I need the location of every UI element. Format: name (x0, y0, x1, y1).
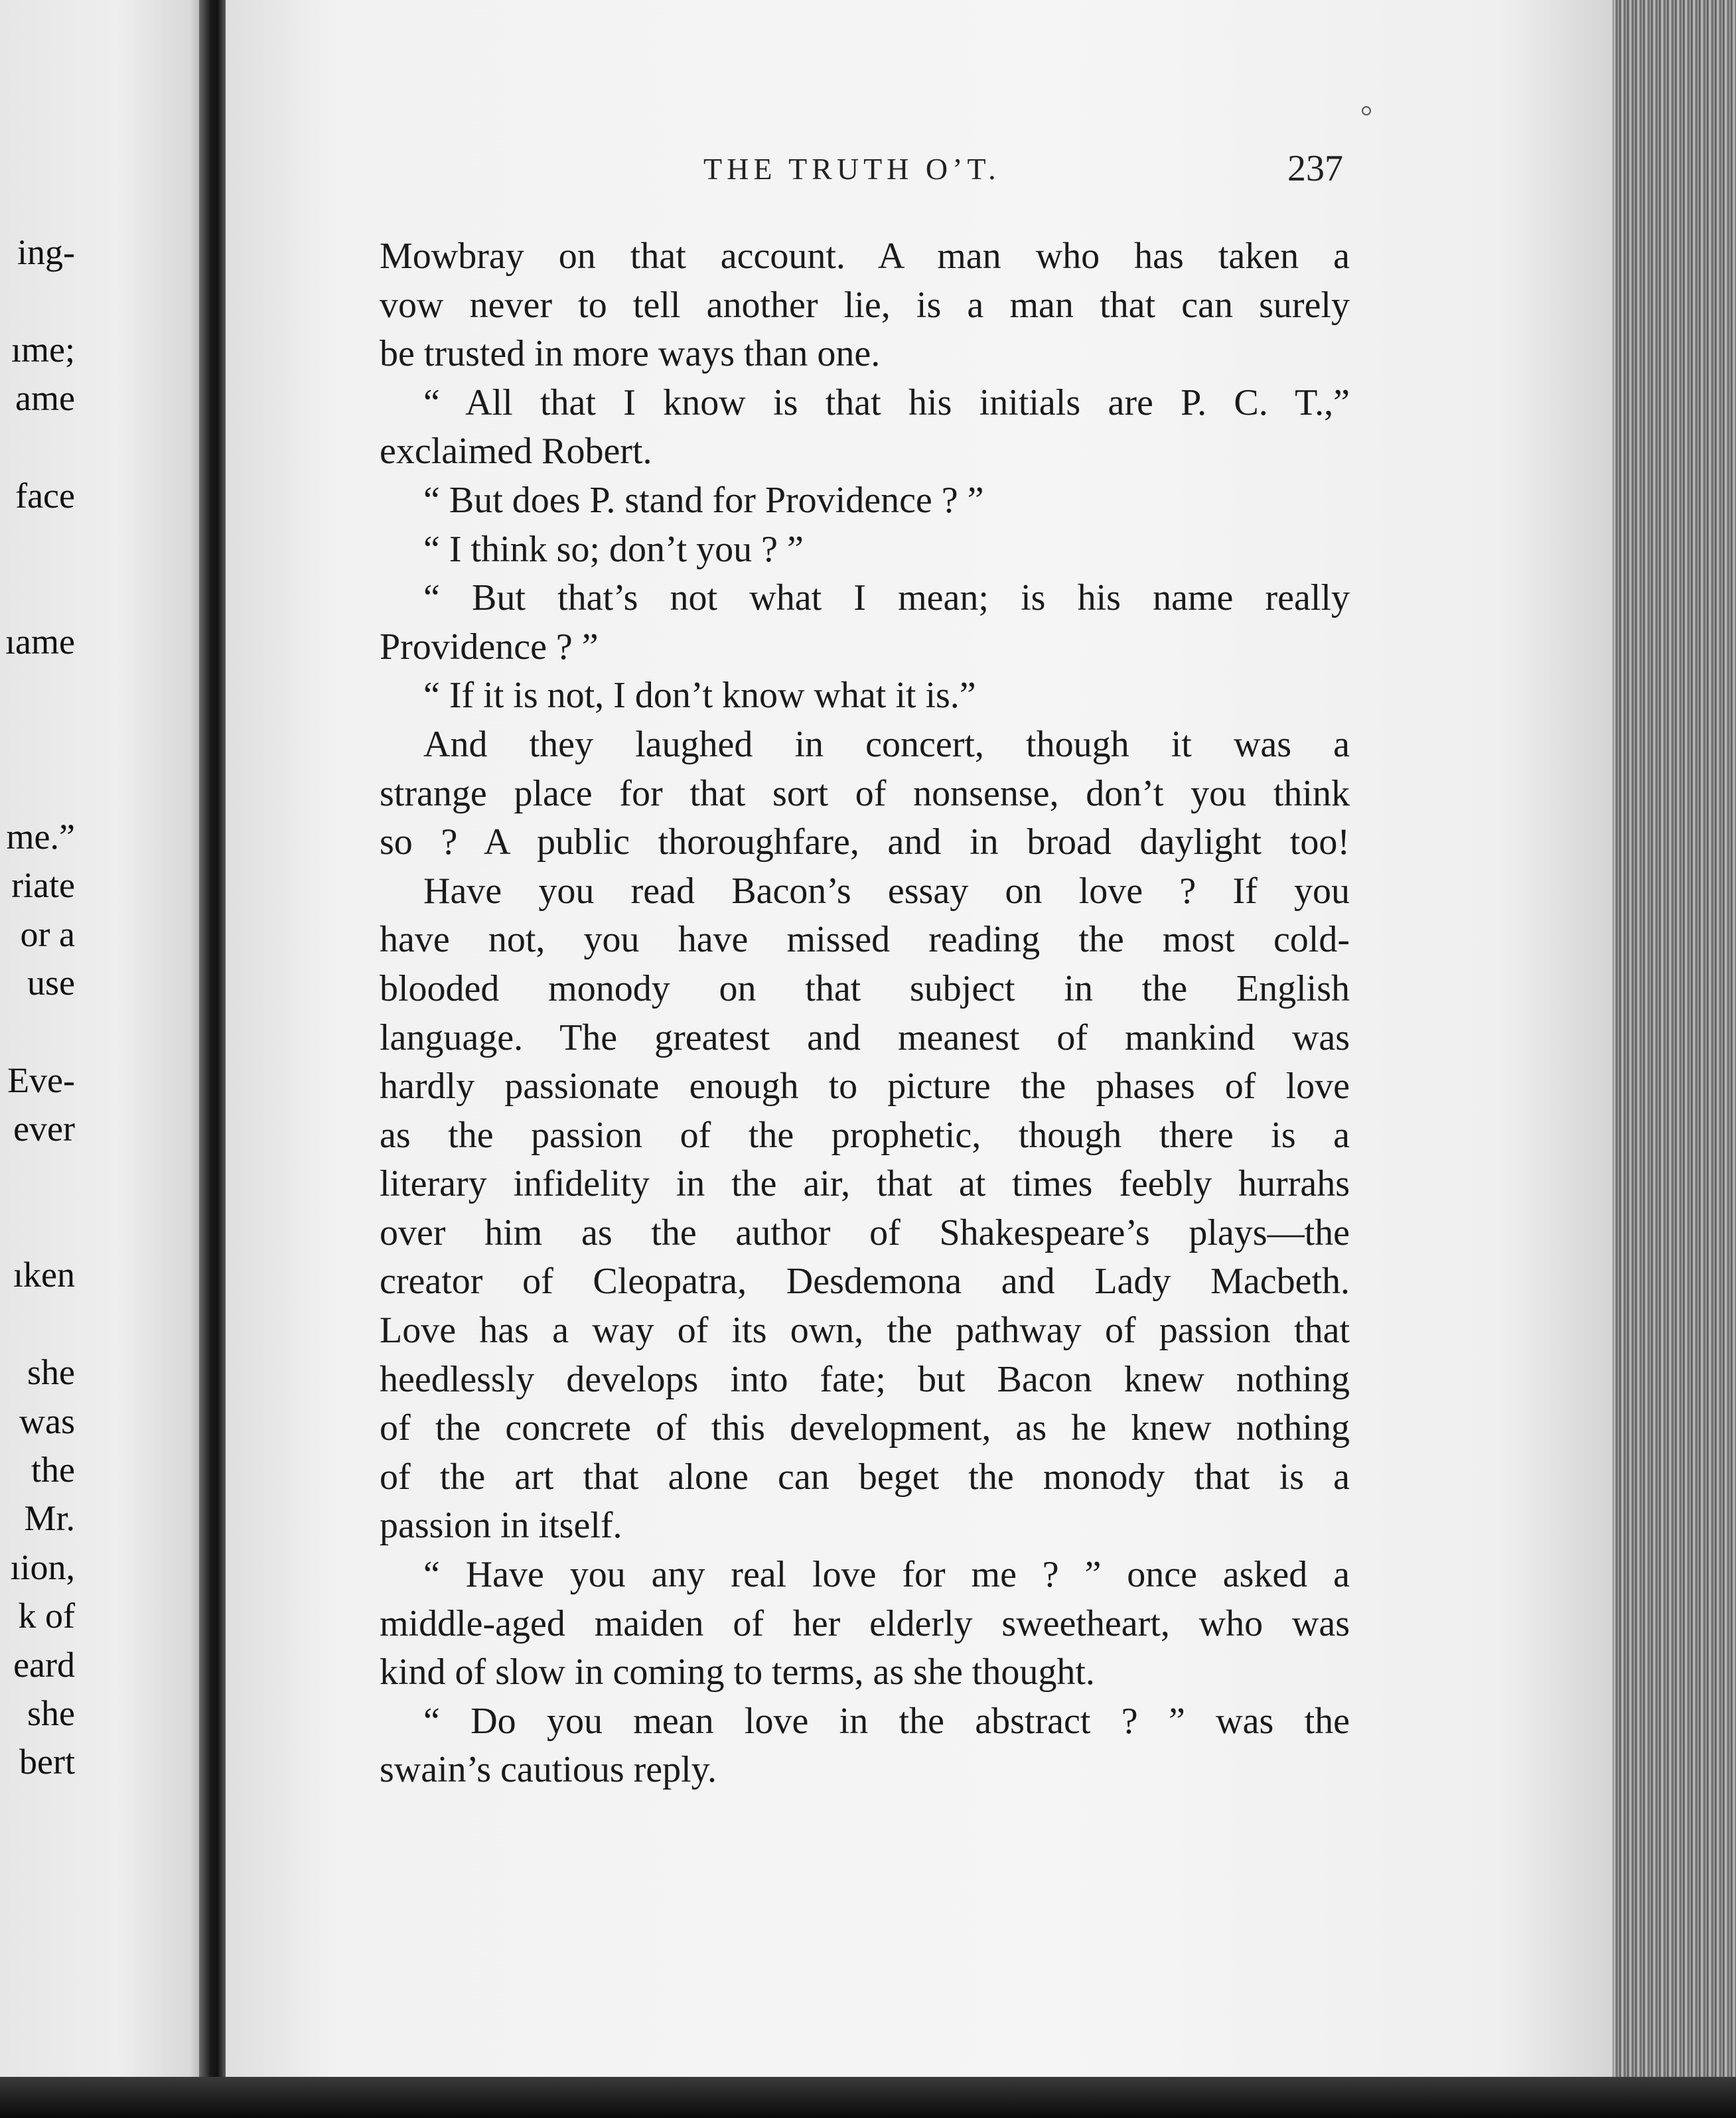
previous-page-fragment: ıame (5, 622, 75, 662)
text-line: Mowbray on that account. A man who has taken a (380, 236, 1350, 277)
text-line: language. The greatest and meanest of mankind was (380, 1017, 1350, 1058)
text-line: Providence ? ” (380, 626, 599, 668)
text-line: vow never to tell another lie, is a man that can surely (380, 284, 1350, 326)
previous-page-fragment: ing- (17, 232, 75, 272)
text-line: middle-aged maiden of her elderly sweetheart, who was (380, 1602, 1350, 1644)
previous-page-fragment: she (27, 1693, 75, 1733)
previous-page-fragment: riate (11, 865, 75, 906)
previous-page-fragment: the (31, 1450, 75, 1490)
text-line: “ Have you any real love for me ? ” once asked a (423, 1554, 1350, 1596)
text-line: over him as the author of Shakespeare’s plays—the (380, 1212, 1350, 1253)
running-title: THE TRUTH O’T. (703, 152, 1001, 186)
text-line: “ But that’s not what I mean; is his name really (423, 577, 1350, 619)
text-line: of the concrete of this development, as he knew nothing (380, 1407, 1350, 1449)
text-line: heedlessly develops into fate; but Bacon knew nothing (380, 1358, 1350, 1400)
text-line: literary infidelity in the air, that at times feebly hurrahs (380, 1163, 1350, 1205)
previous-page-fragment: she (27, 1352, 75, 1393)
text-line: swain’s cautious reply. (380, 1749, 717, 1791)
text-line: blooded monody on that subject in the English (380, 967, 1350, 1009)
text-line: Love has a way of its own, the pathway of passion that (380, 1310, 1350, 1352)
previous-page-fragment: ame (15, 378, 75, 419)
previous-page-fragment: ever (13, 1109, 75, 1149)
previous-page-fragment: me.” (6, 816, 75, 857)
book-bottom-edge (0, 2077, 1736, 2118)
previous-page-fragment: ıme; (11, 329, 75, 370)
previous-page-fragment: bert (19, 1742, 75, 1782)
text-line: strange place for that sort of nonsense, don’t you think (380, 772, 1350, 814)
text-line: passion in itself. (380, 1505, 622, 1547)
text-line: “ All that I know is that his initials are P. C. T.,” (423, 382, 1350, 423)
text-line: so ? A public thoroughfare, and in broad daylight too! (380, 821, 1350, 863)
previous-page-fragment: or a (20, 914, 75, 954)
text-line: hardly passionate enough to picture the phases of love (380, 1066, 1350, 1107)
text-line: creator of Cleopatra, Desdemona and Lady Macbeth. (380, 1261, 1350, 1303)
text-line: “ Do you mean love in the abstract ? ” was the (423, 1700, 1350, 1742)
text-line: “ If it is not, I don’t know what it is.” (423, 675, 976, 717)
previous-page-fragment: k of (18, 1596, 75, 1636)
text-line: And they laughed in concert, though it was a (423, 723, 1350, 765)
previous-page-fragment: ıken (13, 1255, 75, 1295)
ink-speck (1362, 106, 1371, 115)
text-line: Have you read Bacon’s essay on love ? If you (423, 870, 1350, 912)
body-text (380, 232, 1350, 1795)
text-line: as the passion of the prophetic, though there is a (380, 1114, 1350, 1156)
previous-page-fragment: Mr. (24, 1498, 75, 1539)
page-edges (1613, 0, 1736, 2083)
text-line: “ I think so; don’t you ? ” (423, 528, 804, 570)
previous-page-fragment: eard (13, 1644, 75, 1685)
text-line: “ But does P. stand for Providence ? ” (423, 479, 984, 521)
previous-page-fragment: Eve- (7, 1060, 75, 1100)
text-line: kind of slow in coming to terms, as she thought. (380, 1652, 1095, 1693)
previous-page-fragment: use (27, 963, 75, 1003)
previous-page-fragment: was (19, 1401, 75, 1441)
page-number: 237 (1287, 148, 1343, 189)
previous-page (0, 0, 211, 2083)
previous-page-fragment: ıion, (10, 1547, 75, 1587)
text-line: exclaimed Robert. (380, 431, 652, 472)
text-line: be trusted in more ways than one. (380, 333, 881, 375)
previous-page-fragment: face (15, 476, 75, 516)
text-line: of the art that alone can beget the monody that is a (380, 1456, 1350, 1498)
text-line: have not, you have missed reading the most cold- (380, 919, 1350, 961)
